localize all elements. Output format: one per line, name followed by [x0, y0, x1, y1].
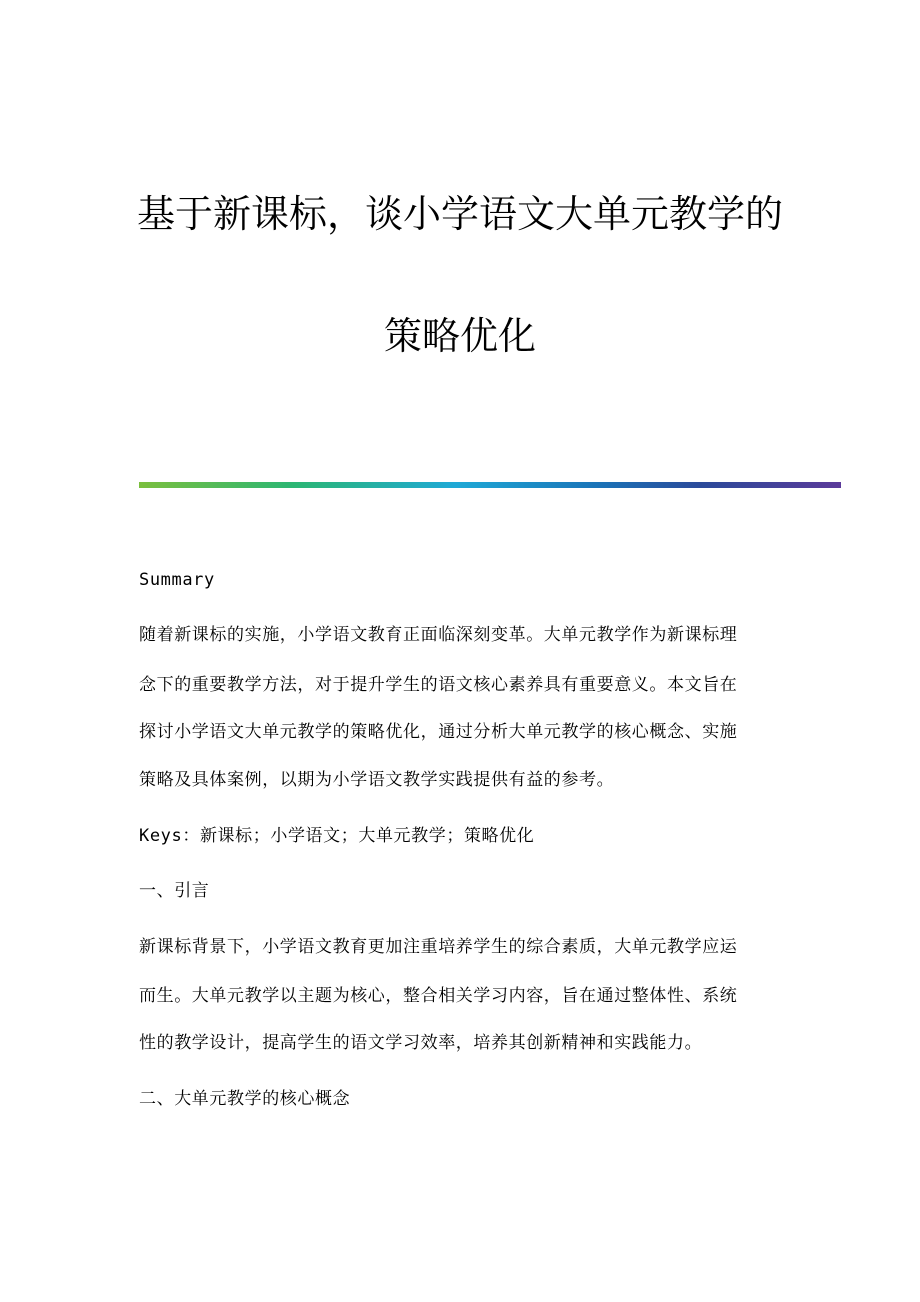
- section-1-line: 新课标背景下，小学语文教育更加注重培养学生的综合素质，大单元教学应运: [139, 937, 738, 957]
- section-1-line: 而生。大单元教学以主题为核心，整合相关学习内容，旨在通过整体性、系统: [139, 986, 738, 1006]
- summary-line: 探讨小学语文大单元教学的策略优化，通过分析大单元教学的核心概念、实施: [139, 722, 738, 742]
- document-title-line-1: 基于新课标，谈小学语文大单元教学的: [136, 192, 783, 236]
- summary-heading: Summary: [139, 570, 215, 590]
- summary-line: 策略及具体案例，以期为小学语文教学实践提供有益的参考。: [139, 770, 615, 790]
- summary-line: 随着新课标的实施，小学语文教育正面临深刻变革。大单元教学作为新课标理: [139, 625, 738, 645]
- section-1-heading: 一、引言: [139, 881, 210, 901]
- summary-line: 念下的重要教学方法，对于提升学生的语文核心素养具有重要意义。本文旨在: [139, 675, 738, 695]
- document-title-line-2: 策略优化: [383, 314, 536, 358]
- title-divider-rule: [139, 482, 841, 488]
- keywords-line: Keys：新课标；小学语文；大单元教学；策略优化: [139, 826, 535, 846]
- section-1-line: 性的教学设计，提高学生的语文学习效率，培养其创新精神和实践能力。: [139, 1033, 703, 1053]
- section-2-heading: 二、大单元教学的核心概念: [139, 1089, 351, 1109]
